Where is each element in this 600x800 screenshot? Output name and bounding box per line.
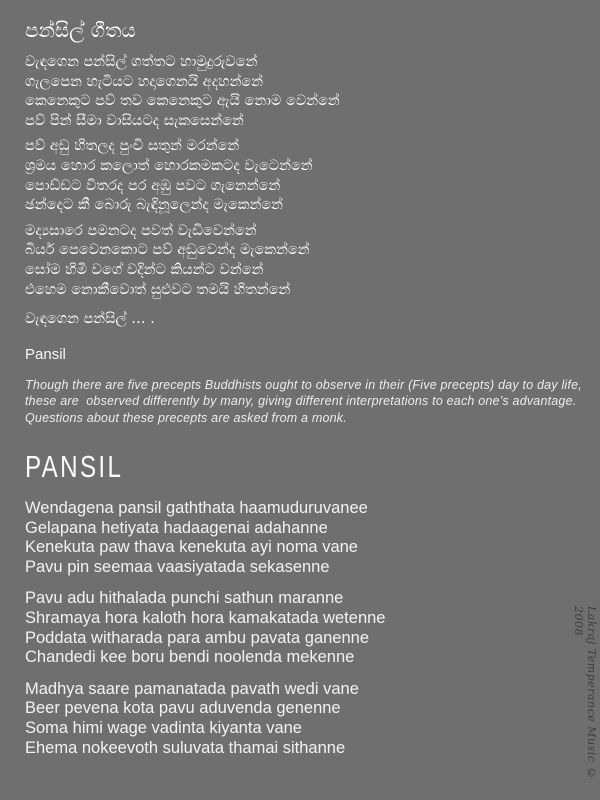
transliterated-stanza-3 <box>25 680 385 758</box>
lyric-line: වැඳගෙන පන්සිල් ගත්තට හාමුදුරුවනේ <box>25 54 258 70</box>
lyric-line: Wendagena pansil gaththata haamuduruvanee <box>25 499 368 517</box>
english-section-label: Pansil <box>25 346 66 363</box>
lyric-line: ශ්‍රමය හොර කලොත් හොරකමකටද වැටෙන්නේ <box>25 157 313 174</box>
sinhala-lyrics-block <box>25 53 340 330</box>
lyric-line: කෙනෙකුට පව් තව කෙනෙකුට ඇයි නොම වෙන්නේ <box>25 93 340 110</box>
lyric-line: පව් පින් සීමා වාසියටද සැකසෙන්නේ <box>25 112 244 129</box>
sinhala-stanza-2 <box>25 137 340 215</box>
lyric-line: Madhya saare pamanatada pavath wedi vane <box>25 679 359 698</box>
description-line: these are observed differently by many, giving different interpretations to each one’s advantage. <box>25 394 577 409</box>
sinhala-refrain: වැඳගෙන පන්සිල් … . <box>25 311 155 328</box>
lyric-line: ඡන්දෙට කී බොරු බැඳිනූලෙන්ද මැකෙන්නේ <box>25 197 283 214</box>
description-line: Questions about these precepts are asked from a monk. <box>25 410 347 425</box>
sinhala-stanza-1 <box>25 53 340 131</box>
lyric-line: බියර් පෙවෙනකොට පව් අඩුවෙන්ද මැකෙන්නේ <box>25 242 310 259</box>
lyric-line: ගැලපෙන හැටියට හදාගෙනයි අදහන්නේ <box>25 73 263 90</box>
lyric-line: Pavu adu hithalada punchi sathun maranne <box>25 589 344 608</box>
lyric-line: Beer pevena kota pavu aduvenda genenne <box>25 699 341 718</box>
lyric-line: එහෙම නොකීවොත් සුළුවට තමයි හිතන්නේ <box>25 281 291 298</box>
lyric-line: Shramaya hora kaloth hora kamakatada wetenne <box>25 608 386 627</box>
lyric-line: Chandedi kee boru bendi noolenda mekenne <box>25 648 355 667</box>
lyric-line: Kenekuta paw thava kenekuta ayi noma vane <box>25 538 358 557</box>
lyric-line: පව් අඩු හිතලද පුංචි සතුන් මරන්නේ <box>25 138 240 155</box>
transliterated-stanza-2 <box>25 589 385 667</box>
lyric-line: පොඩ්ඩට විතරද පර අඹු පවට ගැනෙන්නේ <box>25 177 281 194</box>
lyric-line: Ehema nokeevoth suluvata thamai sithanne <box>25 738 346 757</box>
description-line: Though there are five precepts Buddhists ought to observe in their (Five precepts) day to day life, <box>25 378 582 392</box>
transliterated-lyrics-block <box>25 499 385 770</box>
lyric-line: Gelapana hetiyata hadaagenai adahanne <box>25 518 328 537</box>
song-title-heading: PANSIL <box>25 449 124 484</box>
sinhala-stanza-3 <box>25 222 340 300</box>
lyric-line: මද්‍යසාරෙ පමනටද පවත් වැඩිවෙන්නේ <box>25 222 257 239</box>
lyric-line: Pavu pin seemaa vaasiyatada sekasenne <box>25 557 330 576</box>
lyric-line: Soma himi wage vadinta kiyanta vane <box>25 718 302 737</box>
lyric-line: Poddata witharada para ambu pavata ganenne <box>25 628 370 647</box>
transliterated-stanza-1 <box>25 499 385 577</box>
sinhala-song-title: පන්සිල් ගීතය <box>25 18 136 42</box>
english-description <box>25 377 582 426</box>
lyric-line: සෝම හිමි වගේ වදින්ට කියන්ට වන්නේ <box>25 261 264 278</box>
copyright-credit: Lakraj Temperance Music © 2008 <box>572 606 598 780</box>
